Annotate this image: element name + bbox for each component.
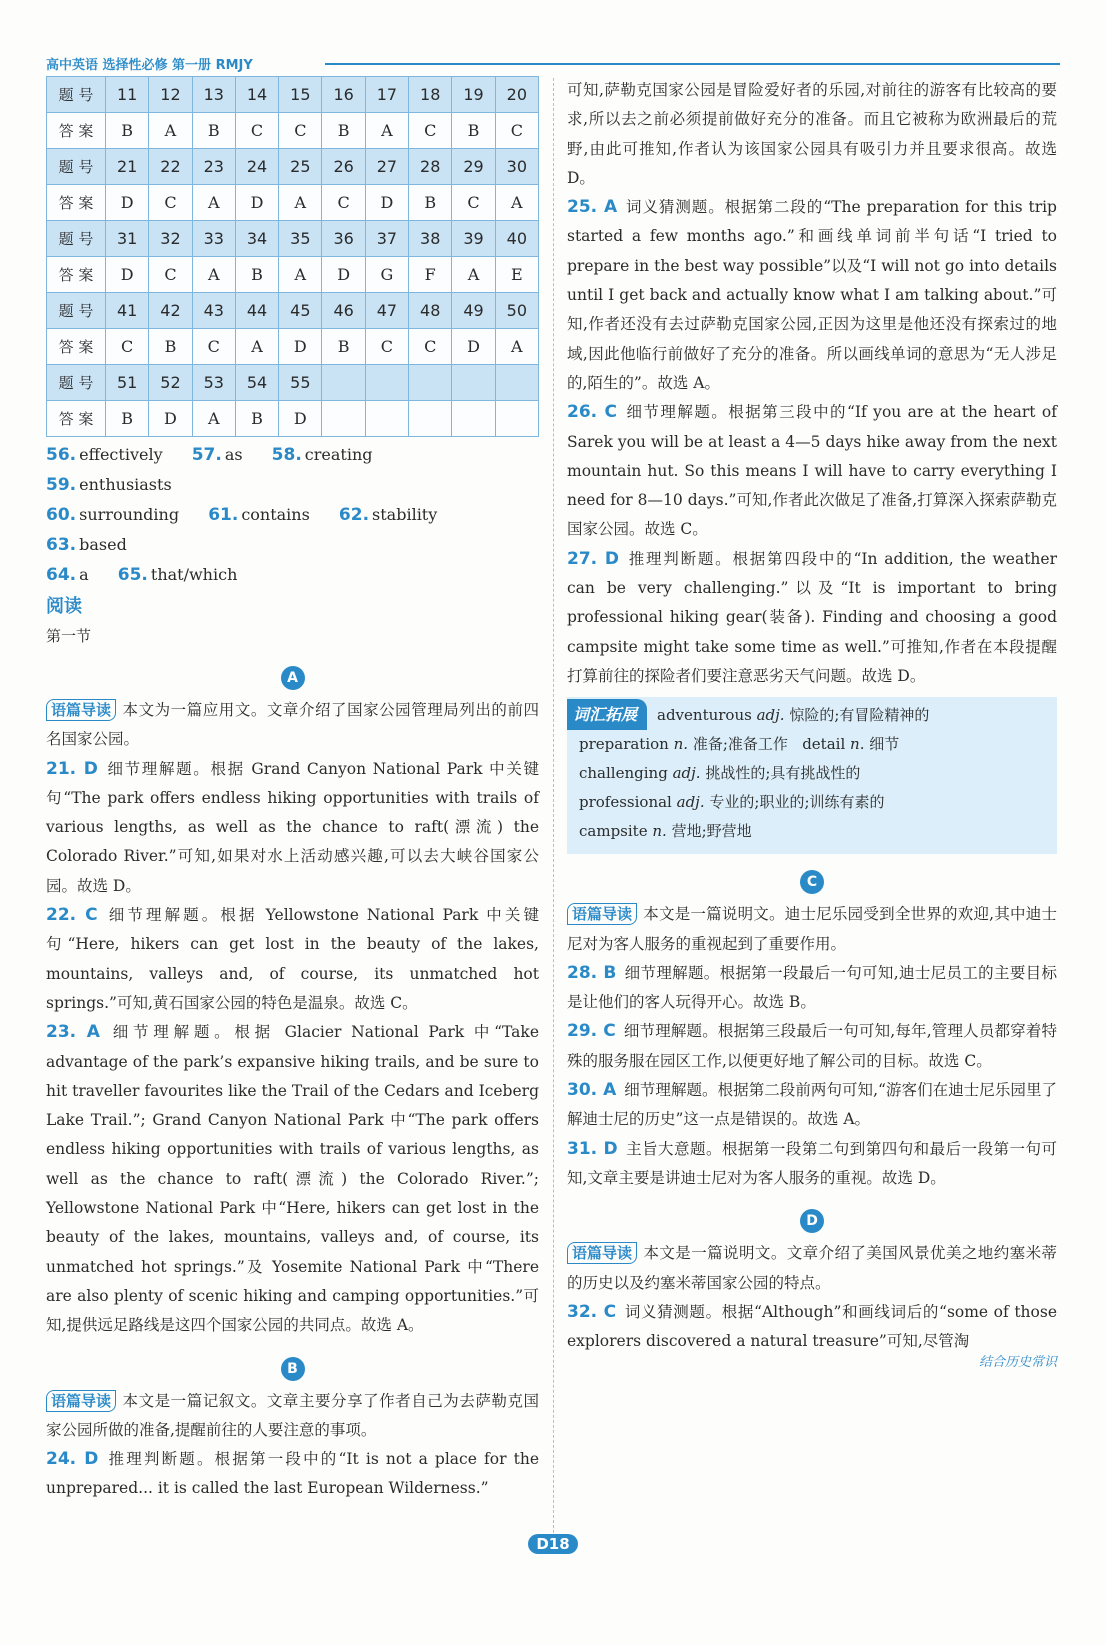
question-number-cell: 14 [235, 77, 278, 113]
passage-guide: 语篇导读 本文是一篇记叙文。文章主要分享了作者自己为去萨勒克国家公园所做的准备,提醒前往的人要注意的事项。 [46, 1391, 539, 1439]
answer-cell [495, 401, 538, 437]
answer-cell [322, 401, 365, 437]
answer-cell: C [106, 329, 149, 365]
question-number-cell: 20 [495, 77, 538, 113]
row-label: 题 号 [47, 77, 106, 113]
question-number-cell: 22 [149, 149, 192, 185]
answer-cell: B [322, 329, 365, 365]
answer-cell: G [365, 257, 408, 293]
question-number-cell: 37 [365, 221, 408, 257]
vocab-word: campsite [579, 822, 648, 841]
question-number-cell: 21 [106, 149, 149, 185]
section-title: 阅读 [46, 596, 82, 617]
passage-guide: 语篇导读 本文是一篇说明文。文章介绍了美国风景优美之地约塞米蒂的历史以及约塞米蒂国家公园的特点。 [567, 1244, 1057, 1292]
question-31: 31. D 主旨大意题。根据第一段第二句到第四句和最后一段第一句可知,文章主要是讲迪士尼对为客人服务的重视。故选 D。 [567, 1138, 1057, 1187]
answer-cell: B [452, 113, 495, 149]
answer-cell: B [322, 113, 365, 149]
answer-cell: E [495, 257, 538, 293]
question-number-cell [322, 365, 365, 401]
question-number-cell: 50 [495, 293, 538, 329]
vocab-tag: 词汇拓展 [567, 699, 647, 730]
answer-cell: B [192, 113, 235, 149]
page-number: D18 [0, 1534, 1106, 1554]
question-21: 21. D 细节理解题。根据 Grand Canyon National Park 中关键句“The park offers endless hiking opportunities with trails of various lengths, as well as the chance to raft(漂流) the Colorado River.”可知,如果对水上活动感兴趣,可以去大峡谷国家公园。故选 D。 [46, 758, 539, 895]
answer-cell [365, 401, 408, 437]
fill-item: 64. a [46, 565, 89, 585]
row-label: 答 案 [47, 329, 106, 365]
question-30: 30. A 细节理解题。根据第二段前两句可知,“游客们在迪士尼乐园里了解迪士尼的历史”这一点是错误的。故选 A。 [567, 1080, 1057, 1129]
row-label: 答 案 [47, 401, 106, 437]
answer-cell: A [495, 185, 538, 221]
question-number-cell: 15 [279, 77, 322, 113]
question-28: 28. B 细节理解题。根据第一段最后一句可知,迪士尼员工的主要目标是让他们的客人玩得开心。故选 B。 [567, 962, 1057, 1012]
answer-table-answer-row [47, 401, 539, 437]
fill-item: 61. contains [208, 505, 310, 525]
answer-cell: C [409, 113, 452, 149]
answer-cell: B [409, 185, 452, 221]
subsection-title: 第一节 [46, 627, 92, 645]
answer-table-answer-row [47, 185, 539, 221]
header-rule [325, 63, 1060, 65]
answer-table-number-row [47, 365, 539, 401]
question-number-cell: 40 [495, 221, 538, 257]
question-number-cell [452, 365, 495, 401]
fill-item: 62. stability [338, 505, 438, 525]
question-number-cell: 52 [149, 365, 192, 401]
answer-cell: C [149, 185, 192, 221]
question-number-cell: 30 [495, 149, 538, 185]
answer-cell: D [149, 401, 192, 437]
fill-item: 56. effectively [46, 445, 163, 465]
question-number-cell: 13 [192, 77, 235, 113]
question-32: 32. C 词义猜测题。根据“Although”和画线词后的“some of those explorers discovered a natural treasure”可知,尽管淘 [567, 1301, 1058, 1351]
question-number-cell [409, 365, 452, 401]
answer-cell: C [452, 185, 495, 221]
question-number-cell [495, 365, 538, 401]
question-number-cell: 23 [192, 149, 235, 185]
answer-cell [452, 401, 495, 437]
question-number-cell: 18 [409, 77, 452, 113]
answer-table-number-row [47, 293, 539, 329]
question-number-cell: 34 [235, 221, 278, 257]
passage-guide: 语篇导读 本文是一篇说明文。迪士尼乐园受到全世界的欢迎,其中迪士尼对为客人服务的重视起到了重要作用。 [567, 905, 1057, 953]
question-number-cell: 48 [409, 293, 452, 329]
answer-cell: A [365, 113, 408, 149]
question-number-cell: 44 [235, 293, 278, 329]
question-number-cell: 24 [235, 149, 278, 185]
vocab-word: preparation [579, 735, 669, 754]
column-divider [553, 78, 554, 1553]
question-number-cell: 35 [279, 221, 322, 257]
question-number-cell: 19 [452, 77, 495, 113]
answer-cell [409, 401, 452, 437]
answer-cell: D [279, 329, 322, 365]
answer-cell: A [279, 257, 322, 293]
answer-cell: C [322, 185, 365, 221]
answer-table [46, 76, 539, 437]
vocab-word: detail [802, 735, 846, 754]
answer-cell: D [322, 257, 365, 293]
passage-badge-d: D [800, 1209, 824, 1233]
left-column [46, 76, 539, 1504]
fill-item: 57. as [191, 445, 243, 465]
question-number-cell: 43 [192, 293, 235, 329]
question-26: 26. C 细节理解题。根据第三段中的“If you are at the heart of Sarek you will be at least a 4—5 days hike away from the next mountain hut. So this means I will have to carry everything I need for 8—10 days.”可知,作者此次做足了准备,打算深入探索萨勒克国家公园。故选 C。 [567, 402, 1057, 539]
answer-cell: C [365, 329, 408, 365]
question-number-cell: 11 [106, 77, 149, 113]
row-label: 答 案 [47, 257, 106, 293]
passage-badge-b: B [281, 1357, 305, 1381]
row-label: 题 号 [47, 149, 106, 185]
question-number-cell: 12 [149, 77, 192, 113]
answer-cell: B [149, 329, 192, 365]
question-number-cell: 38 [409, 221, 452, 257]
answer-cell: D [106, 185, 149, 221]
question-number-cell: 26 [322, 149, 365, 185]
question-number-cell: 31 [106, 221, 149, 257]
answer-cell: D [452, 329, 495, 365]
question-number-cell: 29 [452, 149, 495, 185]
question-24-continued: 可知,萨勒克国家公园是冒险爱好者的乐园,对前往的游客有比较高的要求,所以去之前必须提前做好充分的准备。而且它被称为欧洲最后的荒野,由此可推知,作者认为该国家公园具有吸引力并且要求很高。故选 D。 [567, 81, 1057, 187]
question-27: 27. D 推理判断题。根据第四段中的“In addition, the weather can be very challenging.”以及“It is important to bring professional hiking gear(装备). Finding and choosing a good campsite might take some time as well.”可推知,作者在本段提醒打算前往的探险者们要注意恶劣天气问题。故选 D。 [567, 548, 1057, 685]
question-number-cell: 41 [106, 293, 149, 329]
right-column [567, 76, 1057, 1370]
question-number-cell: 55 [279, 365, 322, 401]
answer-cell: D [279, 401, 322, 437]
history-note: 结合历史常识 [978, 1355, 1057, 1371]
answer-table-number-row [47, 221, 539, 257]
vocab-word: adventurous [657, 706, 752, 725]
question-number-cell: 54 [235, 365, 278, 401]
vocab-word: challenging [579, 764, 668, 783]
row-label: 答 案 [47, 185, 106, 221]
question-number-cell: 28 [409, 149, 452, 185]
question-22: 22. C 细节理解题。根据 Yellowstone National Park 中关键句“Here, hikers can get lost in the beauty of the lakes, mountains, valleys and, of course, its unmatched hot springs.”可知,黄石国家公园的特色是温泉。故选 C。 [46, 905, 539, 1012]
fill-item: 65. that/which [117, 565, 238, 585]
answer-table-answer-row [47, 113, 539, 149]
question-number-cell: 17 [365, 77, 408, 113]
answer-table-answer-row [47, 257, 539, 293]
answer-cell: A [192, 401, 235, 437]
question-number-cell: 49 [452, 293, 495, 329]
answer-cell: C [149, 257, 192, 293]
question-number-cell: 27 [365, 149, 408, 185]
question-number-cell: 45 [279, 293, 322, 329]
answer-cell: C [235, 113, 278, 149]
answer-cell: D [106, 257, 149, 293]
question-number-cell: 47 [365, 293, 408, 329]
answer-cell: A [192, 257, 235, 293]
answer-table-answer-row [47, 329, 539, 365]
question-24: 24. D 推理判断题。根据第一段中的“It is not a place for the unprepared... it is called the last European Wilderness.” [46, 1449, 539, 1498]
answer-cell: C [409, 329, 452, 365]
question-number-cell: 42 [149, 293, 192, 329]
answer-cell: B [106, 401, 149, 437]
fill-item: 58. creating [271, 445, 373, 465]
question-number-cell: 33 [192, 221, 235, 257]
passage-badge-c: C [800, 870, 824, 894]
answer-cell: A [235, 329, 278, 365]
question-number-cell: 39 [452, 221, 495, 257]
answer-cell: A [149, 113, 192, 149]
answer-cell: A [279, 185, 322, 221]
fill-in-answers [46, 440, 539, 590]
book-header: 高中英语 选择性必修 第一册 RMJY [46, 58, 253, 73]
row-label: 题 号 [47, 293, 106, 329]
row-label: 题 号 [47, 221, 106, 257]
vocab-box: 词汇拓展 adventurous adj. 惊险的;有冒险精神的 preparation n. 准备;准备工作 detail n. 细节 challenging adj. 挑战性的;具有挑战性的 professional adj. 专业的;职业的;训练有素的 campsite n. 营地;野营地 [567, 697, 1057, 854]
answer-cell: B [235, 401, 278, 437]
answer-cell: F [409, 257, 452, 293]
answer-table-number-row [47, 77, 539, 113]
answer-cell: A [495, 329, 538, 365]
question-number-cell: 16 [322, 77, 365, 113]
answer-cell: C [495, 113, 538, 149]
fill-item: 63. based [46, 535, 127, 555]
passage-guide: 语篇导读 本文为一篇应用文。文章介绍了国家公园管理局列出的前四名国家公园。 [46, 701, 539, 749]
question-number-cell: 53 [192, 365, 235, 401]
answer-cell: D [235, 185, 278, 221]
answer-cell: A [452, 257, 495, 293]
question-25: 25. A 词义猜测题。根据第二段的“The preparation for this trip started a few months ago.”和画线单词前半句话“I tried to prepare in the best way possible”以及“I will not go into details until I get back and actually know what I am talking about.”可知,作者还没有去过萨勒克国家公园,正因为这里是他还没有探索过的地域,因此他临行前做好了充分的准备。所以画线单词的意思为“无人涉足的,陌生的”。故选 A。 [567, 197, 1057, 392]
question-29: 29. C 细节理解题。根据第三段最后一句可知,每年,管理人员都穿着特殊的服务服在园区工作,以便更好地了解公司的目标。故选 C。 [567, 1021, 1057, 1070]
passage-badge-a: A [281, 666, 305, 690]
answer-cell: B [235, 257, 278, 293]
fill-item: 59. enthusiasts [46, 475, 172, 495]
answer-cell: B [106, 113, 149, 149]
question-number-cell [365, 365, 408, 401]
fill-item: 60. surrounding [46, 505, 180, 525]
answer-table-number-row [47, 149, 539, 185]
question-23: 23. A 细节理解题。根据 Glacier National Park 中“Take advantage of the park’s expansive hiking trails, and be sure to hit traveller favourites like the Trail of the Cedars and Iceberg Lake Trail.”; Grand Canyon National Park 中“The park offers endless hiking opportunities with trails of various lengths, as well as the chance to raft(漂流) the Colorado River.”; Yellowstone National Park 中“Here, hikers can get lost in the beauty of the lakes, mountains, valleys and, of course, its unmatched hot springs.”及 Yosemite National Park 中“There are also plenty of scenic hiking and camping opportunities.”可知,提供远足路线是这四个国家公园的共同点。故选 A。 [46, 1022, 539, 1335]
question-number-cell: 46 [322, 293, 365, 329]
question-number-cell: 51 [106, 365, 149, 401]
question-number-cell: 36 [322, 221, 365, 257]
question-number-cell: 32 [149, 221, 192, 257]
question-number-cell: 25 [279, 149, 322, 185]
answer-cell: C [192, 329, 235, 365]
answer-cell: D [365, 185, 408, 221]
answer-cell: A [192, 185, 235, 221]
vocab-word: professional [579, 793, 672, 812]
row-label: 题 号 [47, 365, 106, 401]
answer-cell: C [279, 113, 322, 149]
row-label: 答 案 [47, 113, 106, 149]
